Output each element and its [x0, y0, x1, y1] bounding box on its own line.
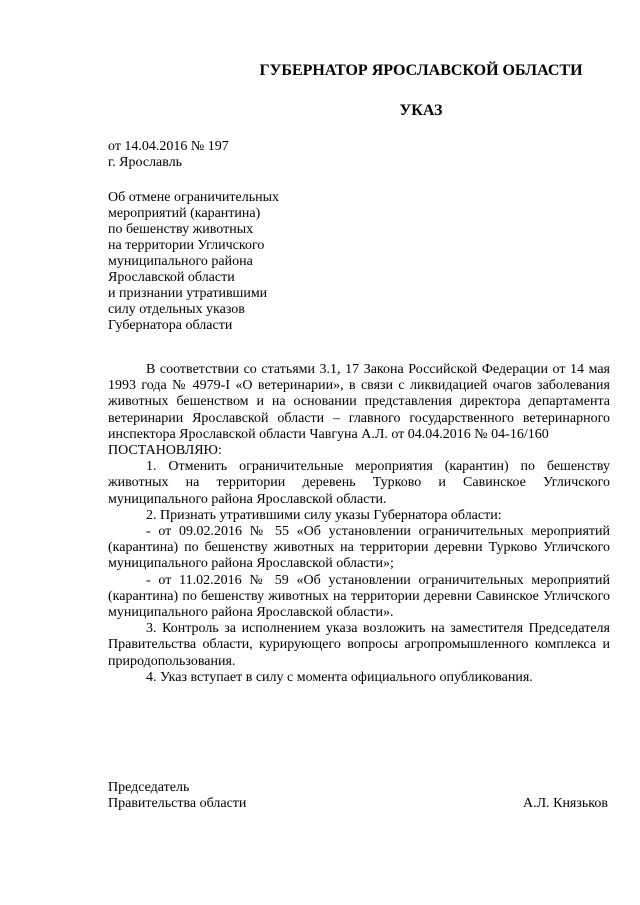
- item-2: 2. Признать утратившими силу указы Губернатора области:: [146, 507, 502, 523]
- preamble-paragraph: В соответствии со статьями 3.1, 17 Закона Российской Федерации от 14 мая 1993 года № 4979-I «О ветеринарии», в связи с ликвидацией очагов заболевания животных бешенством и на основании представления директора департамента ветеринарии Ярославской области – главного государственного ветеринарного инспектора Ярославской области Чавгуна А.Л. от 04.04.2016 № 04-16/160: [108, 362, 610, 442]
- position-line-1: Председатель: [108, 780, 190, 795]
- city: г. Ярославль: [108, 155, 183, 170]
- date-number: от 14.04.2016 № 197: [108, 139, 229, 154]
- resolve-heading: ПОСТАНОВЛЯЮ:: [108, 443, 222, 459]
- item-3: 3. Контроль за исполнением указа возложить на заместителя Председателя Правительства области, курирующего вопросы агропромышленного комплекса и природопользования.: [108, 621, 610, 669]
- subject-line: по бешенству животных: [108, 222, 254, 237]
- document-meta: [108, 139, 229, 171]
- signatory-name: А.Л. Князьков: [523, 796, 608, 811]
- item-2b: - от 11.02.2016 № 59 «Об установлении ограничительных мероприятий (карантина) по бешенству животных на территории деревни Савинское Угличского муниципального района Ярославской области».: [108, 572, 610, 621]
- subject-line: Об отмене ограничительных: [108, 190, 280, 205]
- document-subject: [108, 190, 279, 334]
- item-2a: - от 09.02.2016 № 55 «Об установлении ограничительных мероприятий (карантина) по бешенству животных на территории деревни Турково Угличского муниципального района Ярославской области»;: [108, 524, 610, 572]
- subject-line: силу отдельных указов: [108, 302, 245, 317]
- subject-line: Ярославской области: [108, 270, 235, 285]
- position-line-2: Правительства области: [108, 796, 247, 811]
- item-1: 1. Отменить ограничительные мероприятия (карантин) по бешенству животных на территории деревень Турково и Савинское Угличского муниципального района Ярославской области.: [108, 459, 610, 507]
- document-type: УКАЗ: [399, 102, 443, 119]
- signatory-position: [108, 780, 246, 812]
- subject-line: и признании утратившими: [108, 286, 268, 301]
- item-4: 4. Указ вступает в силу с момента официального опубликования.: [146, 669, 533, 685]
- subject-line: на территории Угличского: [108, 238, 265, 253]
- subject-line: муниципального района: [108, 254, 253, 269]
- document-body: [108, 362, 610, 686]
- subject-line: Губернатора области: [108, 318, 233, 333]
- issuing-authority: ГУБЕРНАТОР ЯРОСЛАВСКОЙ ОБЛАСТИ: [259, 62, 583, 79]
- subject-line: мероприятий (карантина): [108, 206, 261, 221]
